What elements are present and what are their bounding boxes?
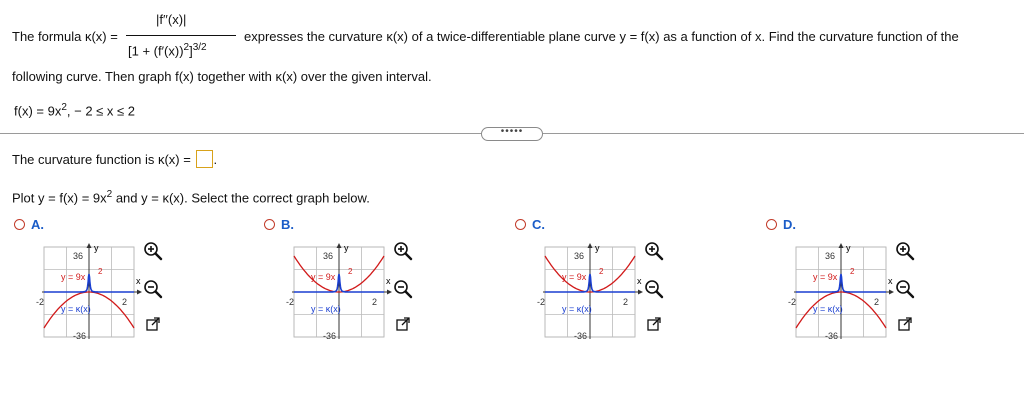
option-radio[interactable] [264,219,275,230]
y-top-label: 36 [825,251,836,261]
option-letter[interactable]: D. [783,217,796,232]
kappa-curve-label: y = κ(x) [61,304,91,314]
y-axis-label: y [94,243,99,253]
x-left-label: -2 [537,297,546,307]
more-button[interactable]: ••••• [481,127,543,141]
option-radio[interactable] [14,219,25,230]
zoom-in-icon[interactable] [392,240,414,262]
graph-svg [286,243,392,343]
x-left-label: -2 [36,297,45,307]
y-top-label: 36 [73,251,84,261]
y-axis-label: y [595,243,600,253]
x-left-label: -2 [788,297,797,307]
option-radio[interactable] [766,219,777,230]
option-graph [36,243,142,343]
answer-input[interactable] [196,150,213,168]
kappa-curve-label: y = κ(x) [562,304,592,314]
x-axis-label: x [136,276,141,286]
option-graph [788,243,894,343]
fraction-denominator: $[1 + (f'(x))^2]^{3/2}$ [128,42,207,59]
y-bottom-label: -36 [73,331,87,341]
x-left-label: -2 [286,297,295,307]
option-graph [537,243,643,343]
graph-svg [537,243,643,343]
graph-svg [36,243,142,343]
x-axis-label: x [386,276,391,286]
zoom-out-icon[interactable] [392,278,414,300]
option-graph [286,243,392,343]
f-curve-label: y = 9x [61,272,86,282]
y-bottom-label: -36 [825,331,839,341]
y-axis-label: y [846,243,851,253]
y-top-label: 36 [323,251,334,261]
zoom-in-icon[interactable] [142,240,164,262]
plot-prompt: Plot $y = f(x) = 9x^2$ and y = κ(x). Select the correct graph below. [12,189,370,206]
f-curve-label-sup: 2 [98,267,103,276]
option-letter[interactable]: B. [281,217,294,232]
y-axis-arrow [337,243,342,248]
x-axis-label: x [888,276,893,286]
kappa-curve-label: y = κ(x) [311,304,341,314]
x-right-label: 2 [623,297,629,307]
f-curve-label: y = 9x [311,272,336,282]
y-axis-label: y [344,243,349,253]
f-curve-label-sup: 2 [348,267,353,276]
option-letter[interactable]: A. [31,217,44,232]
expand-icon[interactable] [396,317,410,331]
expand-icon[interactable] [146,317,160,331]
question-intro: The formula κ(x) = [12,29,118,44]
answer-prompt: The curvature function is κ(x) = [12,152,191,167]
zoom-in-icon[interactable] [894,240,916,262]
x-right-label: 2 [874,297,880,307]
given-function: $f(x) = 9x^2$, − 2 ≤ x ≤ 2 [14,102,135,119]
y-axis-arrow [87,243,92,248]
y-bottom-label: -36 [323,331,337,341]
x-axis-label: x [637,276,642,286]
y-axis-arrow [588,243,593,248]
zoom-out-icon[interactable] [894,278,916,300]
question-intro-rest: expresses the curvature κ(x) of a twice-differentiable plane curve y = f(x) as a function of x. Find the curvature function of the [244,29,959,44]
x-right-label: 2 [122,297,128,307]
y-bottom-label: -36 [574,331,588,341]
graph-svg [788,243,894,343]
answer-row [12,150,217,168]
zoom-in-icon[interactable] [643,240,665,262]
expand-icon[interactable] [647,317,661,331]
y-axis-arrow [839,243,844,248]
option-radio[interactable] [515,219,526,230]
option-letter[interactable]: C. [532,217,545,232]
fraction-numerator: |f′′(x)| [156,12,187,27]
kappa-curve-label: y = κ(x) [813,304,843,314]
zoom-out-icon[interactable] [643,278,665,300]
f-curve-label: y = 9x [813,272,838,282]
f-curve-label: y = 9x [562,272,587,282]
f-curve-label-sup: 2 [599,267,604,276]
question-line-2: following curve. Then graph f(x) together with κ(x) over the given interval. [12,69,432,84]
y-top-label: 36 [574,251,585,261]
x-right-label: 2 [372,297,378,307]
f-curve-label-sup: 2 [850,267,855,276]
zoom-out-icon[interactable] [142,278,164,300]
expand-icon[interactable] [898,317,912,331]
fraction-bar [126,35,236,36]
answer-end: . [213,152,218,167]
